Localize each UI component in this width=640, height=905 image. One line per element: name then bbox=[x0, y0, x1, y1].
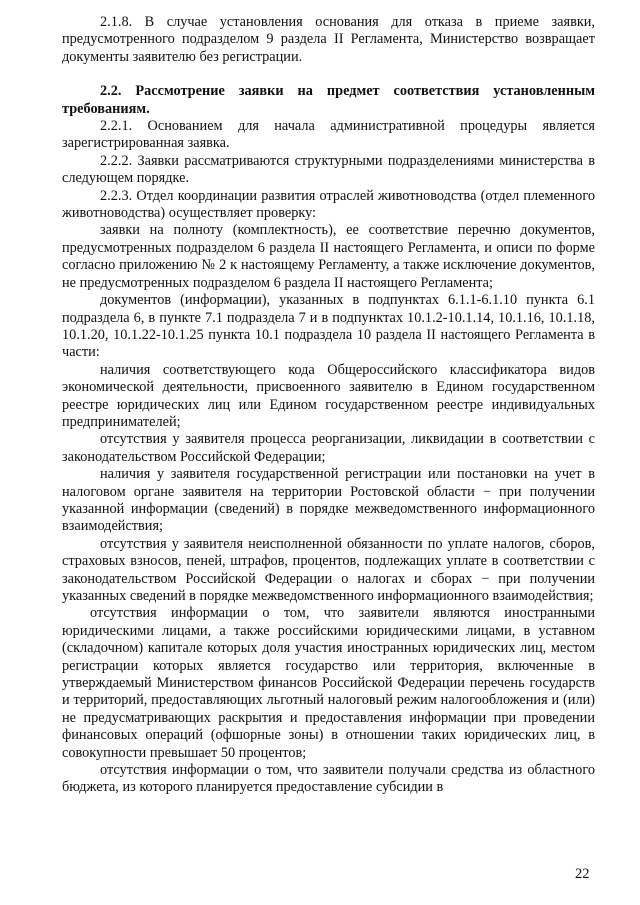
paragraph-2-2-1: 2.2.1. Основанием для начала административной процедуры является зарегистрированная заявка. bbox=[62, 118, 595, 152]
paragraph-regional-budget: отсутствия информации о том, что заявители получали средства из областного бюджета, из которого планируется предоставление субсидии в bbox=[62, 762, 595, 796]
paragraph-2-2-3: 2.2.3. Отдел координации развития отраслей животноводства (отдел племенного животноводства) осуществляет проверку: bbox=[62, 187, 595, 222]
paragraph-reorganization: отсутствия у заявителя процесса реорганизации, ликвидации в соответствии с законодательством Российской Федерации; bbox=[62, 431, 595, 465]
section-heading-2-2: 2.2. Рассмотрение заявки на предмет соответствия установленным требованиям. bbox=[62, 83, 595, 117]
paragraph-documents-check: документов (информации), указанных в подпунктах 6.1.1-6.1.10 пункта 6.1 подраздела 6, в пункте 7.1 подраздела 7 и в подпунктах 10.1.2-10.1.14, 10.1.16, 10.1.18, 10.1.20, 10.1.22-10.1.25 пункта 10.1 подраздела 10 раздела II настоящего Регламента в части: bbox=[62, 292, 595, 361]
paragraph-completeness-check: заявки на полноту (комплектность), ее соответствие перечню документов, предусмотренных подразделом 6 раздела II настоящего Регламента, и описи по форме согласно приложению № 2 к настоящему Регламенту, а также исключение документов, не предусмотренных подразделом 6 раздела II настоящего Регламента; bbox=[62, 222, 595, 291]
paragraph-2-1-8: 2.1.8. В случае установления основания для отказа в приеме заявки, предусмотренного подразделом 9 раздела II Регламента, Министерство возвращает документы заявителю без регистрации. bbox=[62, 14, 595, 65]
paragraph-2-2-2: 2.2.2. Заявки рассматриваются структурными подразделениями министерства в следующем порядке. bbox=[62, 152, 595, 187]
document-body bbox=[62, 14, 595, 797]
paragraph-tax-obligations: отсутствия у заявителя неисполненной обязанности по уплате налогов, сборов, страховых взносов, пеней, штрафов, процентов, подлежащих уплате в соответствии с законодательством Российской Федерации о налогах и сборах − при получении указанных сведений в порядке межведомственного информационного взаимодействия; bbox=[62, 535, 595, 604]
paragraph-okved-code: наличия соответствующего кода Общероссийского классификатора видов экономической деятельности, присвоенного заявителю в Едином государственном реестре юридических лиц или Едином государственном реестре индивидуальных предпринимателей; bbox=[62, 361, 595, 430]
paragraph-foreign-entities: отсутствия информации о том, что заявители являются иностранными юридическими лицами, а также российскими юридическими лицами, в уставном (складочном) капитале которых доля участия иностранных юридических лиц, местом регистрации которых является государство или территория, включенные в утверждаемый Министерством финансов Российской Федерации перечень государств и территорий, предоставляющих льготный налоговый режим налогообложения и (или) не предусматривающих раскрытия и предоставления информации при проведении финансовых операций (офшорные зоны) в отношении таких юридических лиц, в совокупности превышает 50 процентов; bbox=[62, 605, 595, 761]
page-number: 22 bbox=[575, 866, 590, 882]
paragraph-state-registration: наличия у заявителя государственной регистрации или постановки на учет в налоговом органе заявителя на территории Ростовской области − при получении указанной информации (сведений) в порядке межведомственного информационного взаимодействия; bbox=[62, 466, 595, 535]
